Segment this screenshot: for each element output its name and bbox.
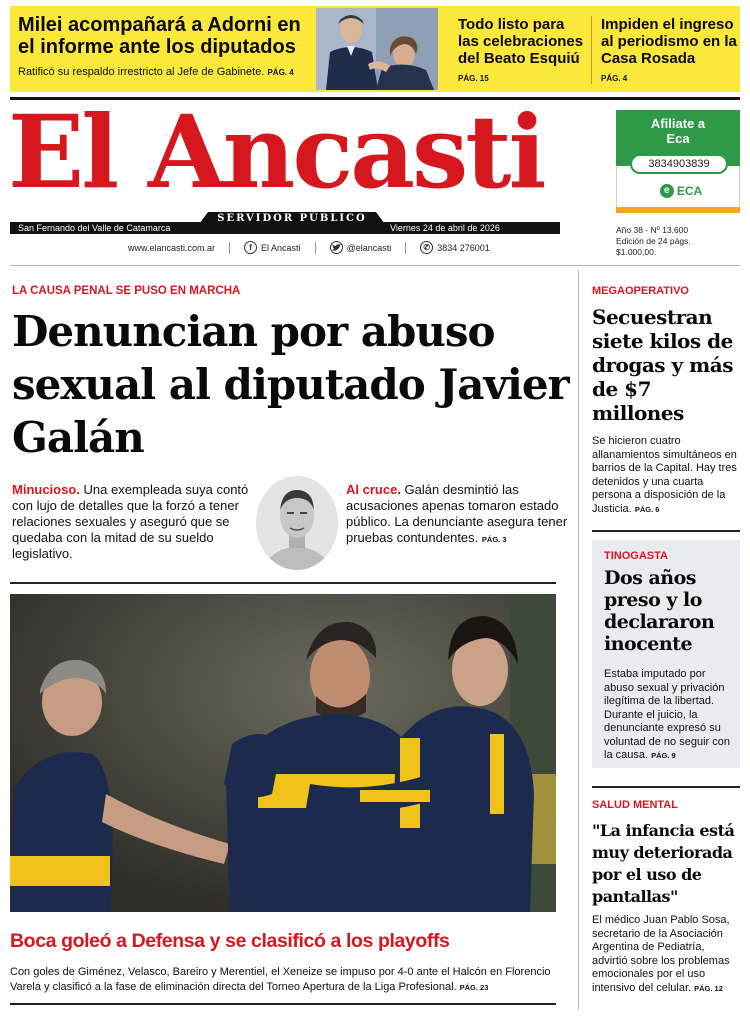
twitter-text: @elancasti: [346, 242, 392, 253]
twitter-bird-icon: [330, 241, 343, 254]
website-text: www.elancasti.com.ar: [128, 242, 216, 253]
tinogasta-page: PÁG. 9: [651, 751, 676, 760]
affiliate-title: [616, 116, 740, 146]
affiliate-phone[interactable]: 3834903839: [630, 154, 728, 174]
salud-mental-page: PÁG. 12: [694, 983, 723, 993]
teaser-milei-title[interactable]: Milei acompañará a Adorni en el informe ante los diputados: [18, 14, 301, 58]
lead-summary-col2: [346, 482, 568, 548]
bottom-rule: [10, 1003, 556, 1005]
lead-rule: [10, 582, 556, 584]
megaoperativo-summary-text: Se hicieron cuatro allanamientos simultáneos en barrios de la Capital. Hay tres detenidos y una cuarta persona a disposición de la Justicia.: [592, 435, 737, 515]
boca-summary-text: Con goles de Giménez, Velasco, Bareiro y Merentiel, el Xeneize se impuso por 4-0 ante el Halcón en Florencio Varela y clasificó a la fase de eliminación directa del Torneo Apertura de la Liga Profesional.: [10, 966, 551, 993]
masthead-contact-row: [128, 241, 500, 254]
lead-col1-text: Una exempleada suya contó con lujo de detalles que la forzó a tener relaciones sexuales y aseguró que se quedaba con la mitad de su sueldo legislativo.: [12, 482, 249, 561]
eca-logo-icon: e: [660, 184, 674, 198]
boca-photo-illustration: [10, 594, 556, 912]
edition-pages: Edición de 24 págs.: [616, 236, 691, 246]
website-link[interactable]: [128, 243, 215, 253]
salud-mental-headline[interactable]: "La infancia está muy deteriorada por el uso de pantallas": [592, 821, 735, 906]
lead-col1-label: Minucioso.: [12, 482, 80, 497]
teaser-milei-subtitle: [18, 66, 318, 78]
affiliate-bar: [616, 207, 740, 213]
lead-kicker: LA CAUSA PENAL SE PUSO EN MARCHA: [12, 285, 241, 297]
tinogasta-kicker: TINOGASTA: [604, 550, 668, 562]
boca-headline[interactable]: Boca goleó a Defensa y se clasificó a los playoffs: [10, 930, 450, 952]
lead-headline[interactable]: Denuncian por abuso sexual al diputado Javier Galán: [12, 307, 569, 462]
facebook-link[interactable]: [244, 241, 301, 254]
whatsapp-icon: ✆: [420, 241, 433, 254]
whatsapp-text: 3834 276001: [437, 242, 490, 253]
twitter-bird-shape: [332, 244, 341, 252]
lead-col2-page: PÁG. 3: [481, 535, 507, 544]
edition-info: [616, 225, 740, 258]
boca-summary: [10, 965, 555, 995]
galan-portrait: [256, 476, 338, 570]
masthead-logo[interactable]: El Ancasti: [8, 93, 544, 211]
teaser-casa-rosada-page: PÁG. 4: [601, 74, 628, 83]
teaser-casa-rosada-title[interactable]: Impiden el ingreso al periodismo en la Casa Rosada: [601, 16, 737, 67]
tinogasta-summary-text: Estaba imputado por abuso sexual y privación ilegítima de la libertad. Durante el juicio, la denunciante expresó su voluntad de no seguir con la causa.: [604, 668, 730, 761]
right-rule-1: [592, 530, 740, 532]
column-separator: [578, 270, 579, 1010]
eca-logo: [646, 182, 716, 200]
masthead-location: San Fernando del Valle de Catamarca: [18, 223, 171, 233]
eca-logo-text: ECA: [676, 184, 703, 198]
tinogasta-summary: [604, 668, 736, 763]
edition-price: $1.000,00.: [616, 247, 657, 257]
lead-col2-label: Al cruce.: [346, 482, 401, 497]
teaser-milei-page: PÁG. 4: [267, 68, 294, 77]
megaoperativo-kicker: MEGAOPERATIVO: [592, 285, 689, 297]
twitter-link[interactable]: [330, 241, 392, 254]
galan-portrait-illustration: [256, 476, 338, 570]
facebook-text: El Ancasti: [261, 242, 301, 253]
tinogasta-headline[interactable]: Dos años preso y lo declararon inocente: [604, 567, 715, 655]
lead-summary-col1: [12, 482, 252, 562]
megaoperativo-headline[interactable]: Secuestran siete kilos de drogas y más de $7 millones: [592, 305, 733, 425]
salud-mental-summary-text: El médico Juan Pablo Sosa, secretario de la Asociación Argentina de Pediatría, advirtió sobre los problemas emocionales por el uso intensivo del celular.: [592, 914, 730, 994]
affiliate-title-text: Afiliate a Eca: [650, 116, 706, 146]
masthead-date: Viernes 24 de abril de 2026: [390, 223, 500, 233]
masthead-rule: [10, 265, 740, 266]
teaser-photo[interactable]: [316, 8, 438, 90]
teaser-photo-illustration: [316, 8, 438, 90]
boca-celebration-photo[interactable]: [10, 594, 556, 912]
masthead-motto: SERVIDOR PÚBLICO: [217, 213, 367, 224]
facebook-icon: f: [244, 241, 257, 254]
boca-page: PÁG. 23: [459, 983, 489, 992]
right-rule-2: [592, 786, 740, 788]
whatsapp-link[interactable]: [420, 241, 490, 254]
teaser-milei-subtitle-text: Ratificó su respaldo irrestricto al Jefe de Gabinete.: [18, 66, 265, 78]
megaoperativo-summary: [592, 435, 742, 516]
teaser-divider: [591, 16, 592, 84]
teaser-beato-esquiu-title[interactable]: Todo listo para las celebraciones del Beato Esquiú: [458, 16, 584, 67]
edition-number: Año 38 - Nº 13.600: [616, 225, 689, 235]
contact-separator: [405, 242, 406, 254]
contact-separator: [315, 242, 316, 254]
salud-mental-kicker: SALUD MENTAL: [592, 799, 678, 811]
megaoperativo-page: PÁG. 6: [634, 504, 660, 514]
contact-separator: [229, 242, 230, 254]
lead-col2-text: Galán desmintió las acusaciones apenas tomaron estado público. La denunciante asegura tener pruebas contundentes.: [346, 482, 568, 545]
teaser-beato-esquiu-page: PÁG. 15: [458, 74, 489, 83]
salud-mental-summary: [592, 914, 742, 995]
